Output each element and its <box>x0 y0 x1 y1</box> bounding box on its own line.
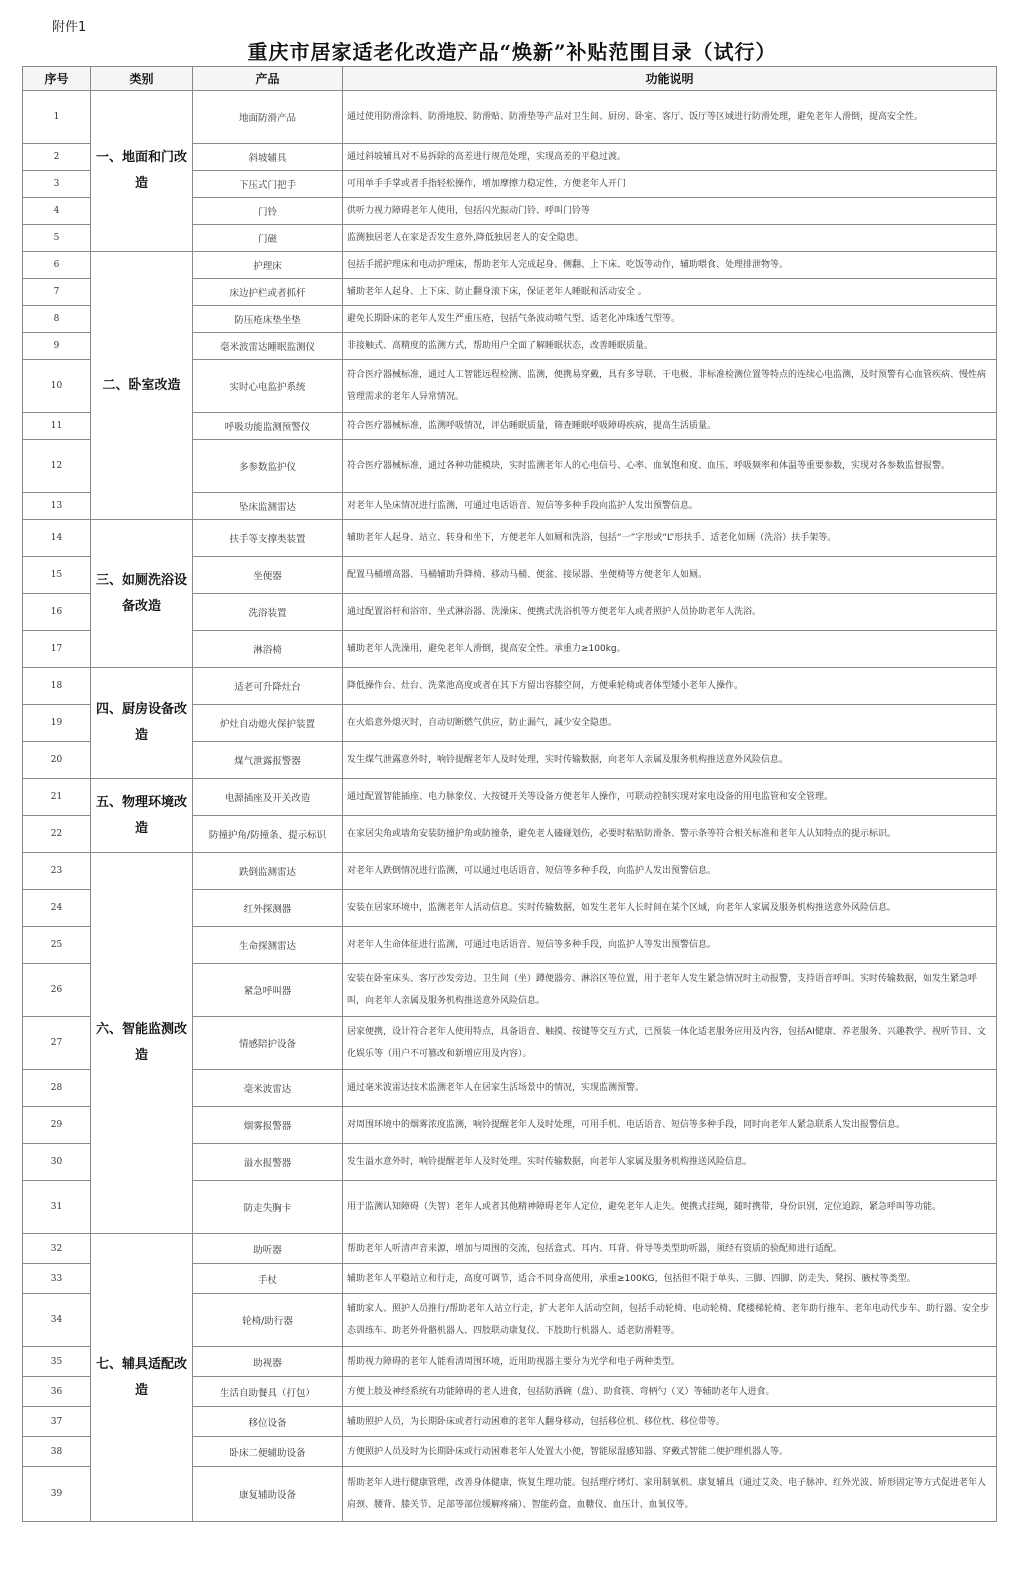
product-name: 溢水报警器 <box>193 1144 343 1181</box>
row-number: 8 <box>23 306 91 333</box>
row-number: 35 <box>23 1347 91 1377</box>
product-description: 安装在居家环境中，监测老年人活动信息。实时传输数据，如发生老年人长时间在某个区域，向老年人家属及服务机构推送意外风险信息。 <box>343 890 997 927</box>
product-name: 下压式门把手 <box>193 171 343 198</box>
product-description: 配置马桶增高器、马桶辅助升降椅、移动马桶、便盆、接尿器、坐便椅等方便老年人如厕。 <box>343 557 997 594</box>
product-description: 帮助老年人听清声音来源，增加与周围的交流，包括盒式、耳内、耳背、骨导等类型助听器，须经有资质的验配师进行适配。 <box>343 1234 997 1264</box>
product-name: 生活自助餐具（打包） <box>193 1377 343 1407</box>
product-name: 轮椅/助行器 <box>193 1294 343 1347</box>
row-number: 17 <box>23 631 91 668</box>
product-description: 帮助视力障碍的老年人能看清周围环境，近用助视器主要分为光学和电子两种类型。 <box>343 1347 997 1377</box>
row-number: 16 <box>23 594 91 631</box>
row-number: 18 <box>23 668 91 705</box>
product-name: 电源插座及开关改造 <box>193 779 343 816</box>
product-name: 毫米波雷达睡眠监测仪 <box>193 333 343 360</box>
table-row <box>23 252 997 279</box>
category-cell: 六、智能监测改造 <box>91 853 193 1234</box>
product-name: 门磁 <box>193 225 343 252</box>
row-number: 11 <box>23 413 91 440</box>
product-description: 对老年人跌倒情况进行监测，可以通过电话语音、短信等多种手段，向监护人发出预警信息。 <box>343 853 997 890</box>
product-name: 卧床二便辅助设备 <box>193 1437 343 1467</box>
row-number: 6 <box>23 252 91 279</box>
document-title: 重庆市居家适老化改造产品“焕新”补贴范围目录（试行） <box>247 40 777 64</box>
product-description: 在火焰意外熄灭时，自动切断燃气供应，防止漏气，减少安全隐患。 <box>343 705 997 742</box>
product-name: 坠床监测雷达 <box>193 493 343 520</box>
row-number: 12 <box>23 440 91 493</box>
row-number: 3 <box>23 171 91 198</box>
product-name: 助听器 <box>193 1234 343 1264</box>
row-number: 4 <box>23 198 91 225</box>
row-number: 31 <box>23 1181 91 1234</box>
row-number: 33 <box>23 1264 91 1294</box>
product-name: 移位设备 <box>193 1407 343 1437</box>
row-number: 14 <box>23 520 91 557</box>
product-name: 防走失胸卡 <box>193 1181 343 1234</box>
product-description: 辅助老年人平稳站立和行走，高度可调节，适合不同身高使用，承重≥100KG，包括但不限于单头、三脚、四脚、防走失、凳拐、腋杖等类型。 <box>343 1264 997 1294</box>
header-number: 序号 <box>23 67 91 91</box>
row-number: 10 <box>23 360 91 413</box>
row-number: 21 <box>23 779 91 816</box>
product-description: 通过斜坡辅具对不易拆除的高差进行规范处理，实现高差的平稳过渡。 <box>343 144 997 171</box>
category-cell: 三、如厕洗浴设备改造 <box>91 520 193 668</box>
product-name: 紧急呼叫器 <box>193 964 343 1017</box>
product-description: 符合医疗器械标准，通过人工智能远程检测、监测，便携易穿戴，具有多导联、干电极、非标准检测位置等特点的连续心电监测，及时预警有心血管疾病、慢性病管理需求的老年人异常情况。 <box>343 360 997 413</box>
product-name: 煤气泄露报警器 <box>193 742 343 779</box>
product-description: 对老年人坠床情况进行监测，可通过电话语音、短信等多种手段向监护人发出预警信息。 <box>343 493 997 520</box>
row-number: 27 <box>23 1017 91 1070</box>
table-row <box>23 668 997 705</box>
product-name: 红外探测器 <box>193 890 343 927</box>
product-name: 跌倒监测雷达 <box>193 853 343 890</box>
row-number: 15 <box>23 557 91 594</box>
product-name: 护理床 <box>193 252 343 279</box>
product-description: 发生溢水意外时，响铃提醒老年人及时处理。实时传输数据，向老年人家属及服务机构推送风险信息。 <box>343 1144 997 1181</box>
product-description: 供听力视力障碍老年人使用，包括闪光振动门铃、呼叫门铃等 <box>343 198 997 225</box>
category-cell: 四、厨房设备改造 <box>91 668 193 779</box>
row-number: 34 <box>23 1294 91 1347</box>
product-name: 情感陪护设备 <box>193 1017 343 1070</box>
product-name: 防压疮床垫坐垫 <box>193 306 343 333</box>
product-description: 非接触式、高精度的监测方式，帮助用户全面了解睡眠状态，改善睡眠质量。 <box>343 333 997 360</box>
product-description: 辅助老年人起身、上下床、防止翻身滚下床，保证老年人睡眠和活动安全 。 <box>343 279 997 306</box>
product-description: 符合医疗器械标准，监测呼吸情况，评估睡眠质量，筛查睡眠呼吸障碍疾病，提高生活质量。 <box>343 413 997 440</box>
table-header-row <box>23 67 997 91</box>
product-description: 降低操作台、灶台、洗菜池高度或者在其下方留出容膝空间，方便乘轮椅或者体型矮小老年人操作。 <box>343 668 997 705</box>
product-description: 安装在卧室床头、客厅沙发旁边、卫生间（坐）蹲便器旁、淋浴区等位置，用于老年人发生紧急情况时主动报警，支持语音呼叫。实时传输数据，如发生紧急呼叫，向老年人亲属及服务机构推送意外风险信息。 <box>343 964 997 1017</box>
row-number: 7 <box>23 279 91 306</box>
row-number: 9 <box>23 333 91 360</box>
product-description: 对老年人生命体征进行监测，可通过电话语音、短信等多种手段，向监护人等发出预警信息。 <box>343 927 997 964</box>
product-description: 通过配置智能插座、电力脉象仪、大按键开关等设备方便老年人操作，可联动控制实现对家电设备的用电监管和安全管理。 <box>343 779 997 816</box>
product-description: 包括手摇护理床和电动护理床，帮助老年人完成起身、侧翻、上下床、吃饭等动作，辅助喂食、处理排泄物等。 <box>343 252 997 279</box>
product-description: 避免长期卧床的老年人发生严重压疮，包括气条波动喷气型、适老化冲珠透气型等。 <box>343 306 997 333</box>
row-number: 26 <box>23 964 91 1017</box>
product-description: 发生煤气泄露意外时，响铃提醒老年人及时处理，实时传输数据，向老年人亲属及服务机构推送意外风险信息。 <box>343 742 997 779</box>
product-description: 通过配置浴杆和浴帘、坐式淋浴器、洗澡床、便携式洗浴机等方便老年人或者照护人员协助老年人洗浴。 <box>343 594 997 631</box>
product-description: 用于监测认知障碍（失智）老年人或者其他精神障碍老年人定位，避免老年人走失。便携式挂绳，随时携带，身份识别，定位追踪，紧急呼叫等功能。 <box>343 1181 997 1234</box>
row-number: 24 <box>23 890 91 927</box>
product-name: 手杖 <box>193 1264 343 1294</box>
product-name: 助视器 <box>193 1347 343 1377</box>
product-name: 门铃 <box>193 198 343 225</box>
product-description: 监测独居老人在家是否发生意外,降低独居老人的安全隐患。 <box>343 225 997 252</box>
row-number: 19 <box>23 705 91 742</box>
category-cell: 二、卧室改造 <box>91 252 193 520</box>
product-description: 辅助家人、照护人员推行/帮助老年人站立行走，扩大老年人活动空间，包括手动轮椅、电动轮椅、爬楼梯轮椅、老年助行推车、老年电动代步车、助行器、安全步态训练车、助老外骨骼机器人、四肢联动康复仪、下肢助行机器人、适老防滑鞋等。 <box>343 1294 997 1347</box>
category-cell: 五、物理环境改造 <box>91 779 193 853</box>
table-row <box>23 520 997 557</box>
product-name: 淋浴椅 <box>193 631 343 668</box>
product-description: 符合医疗器械标准，通过各种功能模块，实时监测老年人的心电信号、心率、血氧饱和度、血压、呼吸频率和体温等重要参数，实现对各参数监督报警。 <box>343 440 997 493</box>
header-description: 功能说明 <box>343 67 997 91</box>
table-row <box>23 853 997 890</box>
row-number: 29 <box>23 1107 91 1144</box>
row-number: 37 <box>23 1407 91 1437</box>
table-row <box>23 779 997 816</box>
row-number: 25 <box>23 927 91 964</box>
row-number: 1 <box>23 91 91 144</box>
product-description: 方便照护人员及时为长期卧床或行动困难老年人处置大小便，智能尿湿感知器、穿戴式智能二便护理机器人等。 <box>343 1437 997 1467</box>
product-name: 适老可升降灶台 <box>193 668 343 705</box>
row-number: 36 <box>23 1377 91 1407</box>
product-description: 在家居尖角或墙角安装防撞护角或防撞条，避免老人磕碰划伤，必要时粘贴防滑条、警示条等符合相关标准和老年人认知特点的提示标识。 <box>343 816 997 853</box>
product-description: 方便上肢及神经系统有功能障碍的老人进食，包括防洒碗（盘）、助食筷、弯柄勺（叉）等辅助老年人进食。 <box>343 1377 997 1407</box>
product-description: 通过毫米波雷达技术监测老年人在居家生活场景中的情况，实现监测预警。 <box>343 1070 997 1107</box>
row-number: 13 <box>23 493 91 520</box>
row-number: 39 <box>23 1467 91 1522</box>
row-number: 22 <box>23 816 91 853</box>
header-product: 产品 <box>193 67 343 91</box>
product-description: 通过使用防滑涂料、防滑地胶、防滑贴、防滑垫等产品对卫生间、厨房、卧室、客厅、饭厅等区域进行防滑处理，避免老年人滑倒，提高安全性。 <box>343 91 997 144</box>
product-name: 洗浴装置 <box>193 594 343 631</box>
product-name: 地面防滑产品 <box>193 91 343 144</box>
product-name: 毫米波雷达 <box>193 1070 343 1107</box>
product-description: 可用单手手掌或者手指轻松操作，增加摩擦力稳定性，方便老年人开门 <box>343 171 997 198</box>
row-number: 28 <box>23 1070 91 1107</box>
product-name: 防撞护角/防撞条、提示标识 <box>193 816 343 853</box>
header-category: 类别 <box>91 67 193 91</box>
attachment-label: 附件1 <box>52 20 87 35</box>
product-name: 康复辅助设备 <box>193 1467 343 1522</box>
product-description: 帮助老年人进行健康管理，改善身体健康，恢复生理功能。包括理疗烤灯、家用制氧机、康复辅具（通过艾灸、电子脉冲、红外光波、矫形固定等方式促进老年人肩颈、腰背、膝关节、足部等部位缓解疼痛）、智能药盒、血糖仪、血压计、血氧仪等。 <box>343 1467 997 1522</box>
product-name: 多参数监护仪 <box>193 440 343 493</box>
product-name: 斜坡辅具 <box>193 144 343 171</box>
product-description: 辅助老年人洗澡用，避免老年人滑倒，提高安全性。承重力≥100kg。 <box>343 631 997 668</box>
product-description: 辅助照护人员，为长期卧床或者行动困难的老年人翻身移动，包括移位机、移位枕、移位带等。 <box>343 1407 997 1437</box>
product-description: 居家便携，设计符合老年人使用特点，具备语音、触摸、按键等交互方式，已预装一体化适老服务应用及内容，包括AI健康、养老服务、兴趣教学、视听节目、文化娱乐等（用户不可篡改和新增应用及内容）。 <box>343 1017 997 1070</box>
row-number: 5 <box>23 225 91 252</box>
product-name: 扶手等支撑类装置 <box>193 520 343 557</box>
product-description: 对周围环境中的烟雾浓度监测，响铃提醒老年人及时处理，可用手机、电话语音、短信等多种手段，同时向老年人紧急联系人发出报警信息。 <box>343 1107 997 1144</box>
row-number: 23 <box>23 853 91 890</box>
category-cell: 一、地面和门改造 <box>91 91 193 252</box>
table-row <box>23 91 997 144</box>
product-name: 坐便器 <box>193 557 343 594</box>
product-description: 辅助老年人起身、站立、转身和坐下，方便老年人如厕和洗浴，包括“一”字形或“L”形扶手、适老化如厕（洗浴）扶手架等。 <box>343 520 997 557</box>
subsidy-catalog-table <box>22 66 997 1522</box>
product-name: 生命探测雷达 <box>193 927 343 964</box>
product-name: 实时心电监护系统 <box>193 360 343 413</box>
product-name: 炉灶自动熄火保护装置 <box>193 705 343 742</box>
category-cell: 七、辅具适配改造 <box>91 1234 193 1522</box>
row-number: 32 <box>23 1234 91 1264</box>
table-row <box>23 1234 997 1264</box>
row-number: 20 <box>23 742 91 779</box>
row-number: 2 <box>23 144 91 171</box>
row-number: 30 <box>23 1144 91 1181</box>
row-number: 38 <box>23 1437 91 1467</box>
product-name: 烟雾报警器 <box>193 1107 343 1144</box>
product-name: 呼吸功能监测预警仪 <box>193 413 343 440</box>
product-name: 床边护栏或者抓杆 <box>193 279 343 306</box>
table-body <box>23 91 997 1522</box>
